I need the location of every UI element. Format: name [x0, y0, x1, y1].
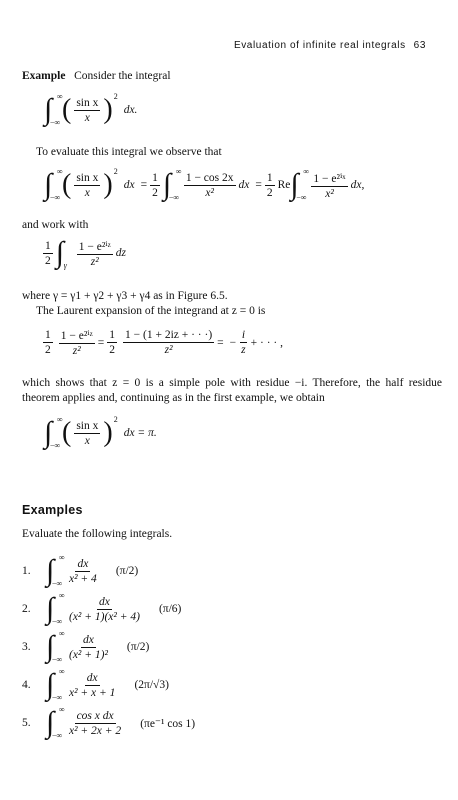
text-residue: which shows that z = 0 is a simple pole with residue −i. Therefore, the half residue theorem applies and, continuing as in the first example, we obtain: [22, 377, 442, 404]
page-number: 63: [413, 40, 426, 51]
equation-laurent: $\frac{1}{2}$ $\frac{\text{1 − e²ⁱᶻ}}{\text{z²}}$ = $\frac{1}{2}$ $\frac{1 - (1 + 2iz + \cdot \cdot \cdot)}{\text{z²}}$ = − $\frac{i}{z}$ + · · · ,: [45, 329, 284, 357]
equation-identity: ∫ ∞ −∞ ( $\frac{\text{sin x}}{x}$ ) 2 dx = $\frac{1}{2}$ ∫ ∞ −∞ $\frac{1 - \cos 2x}{\text{x²}}$ dx = $\frac{1}{2}$ Re ∫ ∞ −∞ $\frac{\text{1 − e²ⁱˣ}}{\text{x²}}$ dx,: [44, 166, 365, 202]
text-observe: To evaluate this integral we observe that: [36, 146, 222, 158]
equation-contour: $\frac{1}{2}$ ∫ γ $\frac{\text{1 − e²ⁱᶻ}}{\text{z²}}$ dz: [45, 236, 126, 270]
example-item-2: 2. ∫ ∞ −∞ $\frac{dx}{\text{(x² + 1)(x² + 4)}}$ (π/6): [22, 591, 182, 626]
example-item-5: 5. ∫ ∞ −∞ $\frac{\text{cos x dx}}{\text{x² + 2x + 2}}$ (πe⁻¹ cos 1): [22, 705, 196, 740]
text-laurent: The Laurent expansion of the integrand at z = 0 is: [36, 305, 266, 317]
text-work-with: and work with: [22, 219, 89, 231]
text-where-gamma: where γ = γ1 + γ2 + γ3 + γ4 as in Figure 6.5.: [22, 290, 228, 302]
example-intro: [22, 70, 171, 82]
running-header: [234, 40, 426, 51]
equation-result: ∫ ∞ −∞ ( $\frac{\text{sin x}}{x}$ ) 2 dx = π.: [44, 414, 157, 450]
example-item-4: 4. ∫ ∞ −∞ $\frac{dx}{\text{x² + x + 1}}$ (2π/√3): [22, 667, 169, 702]
example-label: Example: [22, 70, 66, 82]
examples-instruction: Evaluate the following integrals.: [22, 528, 173, 540]
equation-sinx-squared: ∫ ∞ −∞ ( $\frac{\text{sin x}}{x}$ ) 2 dx.: [44, 91, 138, 127]
examples-heading: Examples: [22, 503, 83, 517]
integral-sign: ∫ ∞ −∞: [44, 92, 63, 127]
header-title: Evaluation of infinite real integrals: [233, 40, 406, 51]
example-intro-text: Consider the integral: [74, 70, 171, 82]
example-item-1: 1. ∫ ∞ −∞ $\frac{dx}{\text{x² + 4}}$ (π/2): [22, 553, 139, 588]
example-item-3: 3. ∫ ∞ −∞ $\frac{dx}{\text{(x² + 1)²}}$ (π/2): [22, 629, 150, 664]
